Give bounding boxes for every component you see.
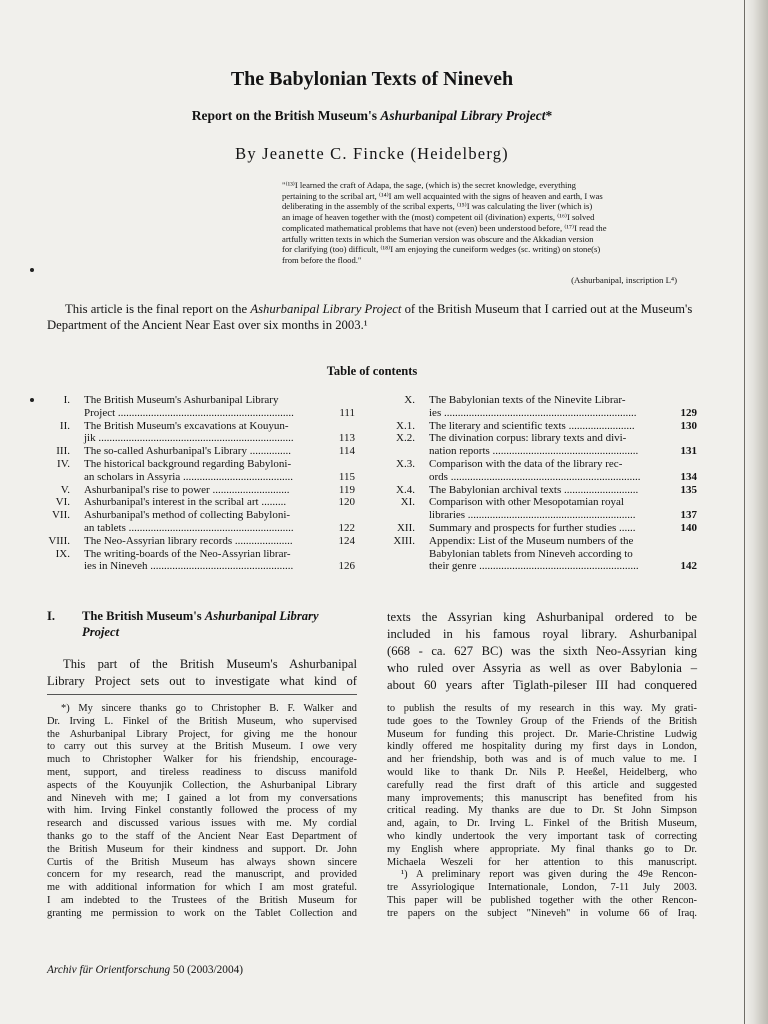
toc-entry-number: VII. (51, 509, 70, 522)
footnote-line: critical reading. My thanks are due to Dr. St John Simpson (387, 805, 697, 817)
footnote-line: many improvements; this manuscript has benefited from his (387, 792, 697, 804)
toc-entry (40, 394, 355, 420)
epigraph-line: for clarifying (too) difficult, ⁽¹⁸⁾I am enjoying the cuneiform wedges (sc. writing) on stone(s) (282, 244, 601, 255)
toc-entry (40, 509, 355, 535)
journal-footer (47, 964, 243, 976)
body-line: (668 - ca. 627 BC) was the sixth Neo-Assyrian king (387, 644, 697, 658)
footnote-line: thanks go to the staff of the Ancient Near East Department of (47, 830, 357, 842)
page-edge-line (744, 0, 745, 1024)
toc-entry-text: The Babylonian archival texts ........................... (429, 483, 639, 496)
section-heading-prefix: The British Museum's (82, 609, 205, 623)
footnote-line: granting me permission to work on the Tablet Collection and (47, 907, 357, 919)
toc-entry-text: The divination corpus: library texts and divi- (429, 432, 627, 445)
toc-entry (385, 458, 697, 484)
footnote-line: Michaela Weszeli for her attention to this manuscript. (387, 856, 697, 868)
toc-entry-text: The writing-boards of the Neo-Assyrian librar- (84, 547, 291, 560)
toc-title: Table of contents (326, 364, 418, 378)
toc-entry (40, 496, 355, 509)
epigraph-source: (Ashurbanipal, inscription L⁴) (571, 275, 677, 285)
toc-entry-page: 126 (338, 560, 355, 573)
section-number: I. (47, 609, 56, 623)
toc-entry-number: XI. (400, 496, 415, 509)
toc-entry-page: 131 (680, 445, 697, 458)
toc-entry-text: ords ..................................................................... (429, 470, 641, 483)
toc-entry-page: 119 (338, 483, 355, 496)
journal-name: Archiv für Orientforschung (47, 964, 171, 976)
intro-before: This article is the final report on the (65, 302, 251, 316)
section-heading-italic: Ashurbanipal Library (204, 609, 319, 623)
toc-entry (385, 484, 697, 497)
toc-entry-number: X.2. (396, 432, 415, 445)
epigraph-line: from before the flood." (282, 254, 362, 265)
body-line: This part of the British Museum's Ashurbanipal (63, 657, 357, 671)
toc-entry-page: 140 (680, 521, 697, 534)
toc-entry-number: X.4. (396, 483, 415, 496)
toc-entry-number: IV. (57, 457, 70, 470)
footnote-line: my English where appropriate. My final thanks go to Dr. (387, 843, 697, 855)
toc-entry-page: 135 (680, 483, 697, 496)
toc-entry-text: The British Museum's Ashurbanipal Library (84, 394, 279, 406)
footnote-line: Dr. Irving L. Finkel of the British Museum, who supervised (47, 715, 357, 727)
body-left-column (47, 656, 357, 690)
body-right-column (387, 609, 697, 694)
toc-entry-text: Summary and prospects for further studies ...... (429, 521, 636, 534)
toc-entry-text: The so-called Ashurbanipal's Library ............... (84, 445, 291, 458)
toc-entry (40, 548, 355, 574)
epigraph-line: artfully written texts in which the Sumerian version was obscure and the Akkadian version (282, 233, 594, 244)
toc-entry-number: III. (56, 445, 70, 458)
footnote-left-column (47, 703, 357, 921)
subtitle-suffix: * (545, 108, 553, 123)
toc-entry-text: Comparison with other Mesopotamian royal (429, 496, 624, 509)
toc-entry-page: 129 (680, 406, 697, 419)
footnote-line: kindly offered me hospitality during my first days in London, (387, 741, 697, 753)
page-edge (744, 0, 768, 1024)
toc-right-column (385, 394, 697, 573)
subtitle-italic: Ashurbanipal Library Project (380, 108, 546, 123)
toc-entry (385, 394, 697, 420)
footnote-line: ¹) A preliminary report was given during the 49e Rencon- (401, 869, 697, 881)
toc-entry-number: VIII. (48, 534, 70, 547)
toc-entry-page: 142 (680, 560, 697, 573)
footnote-line: the British Museum for their kindness and support. Dr. John (47, 843, 357, 855)
toc-entry-page: 130 (680, 419, 697, 432)
body-line: texts the Assyrian king Ashurbanipal ordered to be (387, 610, 697, 624)
toc-left-column (40, 394, 355, 573)
intro-paragraph (47, 301, 697, 333)
footnote-line: aspects of the Kouyunjik Collection, the Ashurbanipal Library (47, 779, 357, 791)
toc-entry (385, 496, 697, 522)
toc-entry-number: X.1. (396, 419, 415, 432)
toc-entry-number: VI. (55, 496, 70, 509)
footnote-line: with him. Irving Finkel constantly followed the process of my (47, 805, 357, 817)
section-heading-line2: Project (82, 625, 120, 639)
toc-entry-text: jik ....................................................................... (84, 432, 294, 445)
footnote-line: who kindly undertook the very important task of correcting (387, 830, 697, 842)
section-heading (47, 608, 357, 640)
toc-entry-text: The Neo-Assyrian library records ..................... (84, 534, 293, 547)
author-line: By Jeanette C. Fincke (Heidelberg) (235, 144, 509, 163)
epigraph-line: deliberating in the assembly of the scribal experts, ⁽¹⁵⁾I was calculating the liver (which is) (282, 201, 593, 212)
footnote-line: and, again, to Dr. Irving L. Finkel of the British Museum, (387, 818, 697, 830)
toc-entry-text: libraries ............................................................. (429, 509, 636, 522)
toc-entry-page: 134 (680, 470, 697, 483)
toc-entry-text: an tablets ............................................................ (84, 521, 294, 534)
toc-entry-text: nation reports ..................................................... (429, 445, 639, 458)
toc-entry-text: Babylonian tablets from Nineveh according to (429, 547, 633, 560)
footnote-line: Curtis of the British Museum has always shown sincere (47, 856, 357, 868)
intro-italic: Ashurbanipal Library Project (250, 302, 402, 316)
toc-entry-text: their genre .......................................................... (429, 560, 639, 573)
toc-entry-number: XIII. (393, 534, 415, 547)
toc-entry-text: Ashurbanipal's interest in the scribal art ......... (84, 496, 287, 509)
footnote-line: research and discussed various issues with me. My cordial (47, 818, 357, 830)
toc-entry-text: ies in Nineveh .................................................... (84, 560, 294, 573)
toc-entry (385, 535, 697, 573)
toc-entry-number: X.3. (396, 457, 415, 470)
footnote-line: concern for my research, read the manuscript, and provided (47, 869, 357, 881)
footnote-right-column (387, 703, 697, 921)
footnote-line: tre Assyriologique Internationale, London, 7-11 July 2003. (387, 882, 697, 894)
toc-entry-text: Comparison with the data of the library rec- (429, 457, 623, 470)
toc-entry-page: 111 (339, 406, 355, 419)
speck-mark (30, 398, 34, 402)
toc-entry (40, 420, 355, 446)
body-line: about 60 years after Tiglath-pileser III had conquered (387, 678, 697, 692)
toc-entry-text: The Babylonian texts of the Ninevite Librar- (429, 394, 626, 406)
footnote-line: This paper will be published together with the other Rencon- (387, 894, 697, 906)
toc-entry-number: XII. (396, 521, 415, 534)
epigraph-line: an image of heaven together with the (most) competent oil (divination) experts, ⁽¹⁶⁾I solved (282, 212, 595, 223)
footnote-line: to carry out this survey at the British Museum. I owe very (47, 741, 357, 753)
footnote-line: the Ashurbanipal Library Project, for giving me the honour (47, 728, 357, 740)
toc-entry-page: 124 (338, 534, 355, 547)
footnote-line: carefully read the first draft of this article and suggested (387, 779, 697, 791)
journal-volume: 50 (2003/2004) (170, 964, 244, 976)
toc-entry-text: The historical background regarding Babyloni- (84, 457, 292, 470)
toc-entry-page: 122 (338, 521, 355, 534)
toc-entry-page: 114 (338, 445, 355, 458)
toc-entry-text: The literary and scientific texts ........................ (429, 419, 635, 432)
toc-entry (40, 458, 355, 484)
toc-entry-number: V. (60, 483, 70, 496)
toc-entry-text: Appendix: List of the Museum numbers of the (429, 534, 634, 547)
toc-entry-text: Ashurbanipal's method of collecting Babyloni- (84, 509, 291, 522)
epigraph-line: pertaining to the scribal art, ⁽¹⁴⁾I am well acquainted with the signs of heaven and earth, I was (282, 190, 603, 201)
toc-entry-text: Project ................................................................ (84, 406, 294, 419)
body-line: Library Project sets out to investigate what kind of (47, 674, 357, 688)
body-line: included in his famous royal library. Ashurbanipal (387, 627, 697, 641)
toc-entry-number: II. (59, 419, 70, 432)
footnote-line: and Nineveh with me; I gained a lot from my conversations (47, 792, 357, 804)
footnote-line: tre papers on the subject "Nineveh" in volume 66 of Iraq. (387, 907, 697, 919)
footnote-rule (47, 694, 357, 695)
epigraph-line: complicated mathematical problems that have not (even) been understood before, ⁽¹⁷⁾I read the (282, 222, 607, 233)
toc-entry (40, 535, 355, 548)
epigraph (282, 180, 677, 266)
toc-entry (40, 445, 355, 458)
speck-mark (30, 268, 34, 272)
footnote-line: tude goes to the Townley Group of the Friends of the British (387, 715, 697, 727)
article-subtitle (0, 108, 744, 124)
footnote-line: *) My sincere thanks go to Christopher B. F. Walker and (61, 703, 357, 714)
toc-entry-number: X. (404, 394, 415, 406)
epigraph-line: "⁽¹³⁾I learned the craft of Adapa, the sage, (which is) the secret knowledge, everything (282, 180, 576, 190)
intro-after: of the British Museum that I carried out at the Museum's Department of the Ancient Near East over six months in 2003.¹ (47, 302, 693, 332)
toc-entry-page: 115 (338, 470, 355, 483)
toc-entry (40, 484, 355, 497)
toc-entry-page: 113 (338, 432, 355, 445)
toc-entry (385, 420, 697, 433)
footnote-line: to publish the results of my research in this way. My grati- (387, 703, 697, 714)
toc-entry (385, 522, 697, 535)
toc-entry-text: Ashurbanipal's rise to power ............................ (84, 483, 290, 496)
toc-entry-number: I. (63, 394, 70, 406)
toc-entry-text: an scholars in Assyria ........................................ (84, 470, 293, 483)
footnote-line: I am indebted to the Trustees of the British Museum for (47, 894, 357, 906)
toc-entry-number: IX. (55, 547, 70, 560)
toc-entry-page: 120 (338, 496, 355, 509)
footnote-line: much to Christopher Walker for his friendship, encourage- (47, 754, 357, 766)
article-title: The Babylonian Texts of Nineveh (230, 68, 514, 90)
body-line: who ruled over Assyria as well as over Babylonia – (387, 661, 697, 675)
footnote-line: would like to thank Dr. Nils P. Heeßel, Heidelberg, who (387, 766, 697, 778)
toc-entry-page: 137 (680, 509, 697, 522)
footnote-line: ment, support, and tireless readiness to discuss manifold (47, 766, 357, 778)
footnote-line: me with additional information for which I am most grateful. (47, 882, 357, 894)
toc-entry-text: The British Museum's excavations at Kouyun- (84, 419, 289, 432)
toc-entry-text: ies ...................................................................... (429, 406, 637, 419)
subtitle-prefix: Report on the British Museum's (191, 108, 381, 123)
footnote-line: Museum for funding this project. Dr. Marie-Christine Ludwig (387, 728, 697, 740)
footnote-line: and her friendship, both was and is of much value to me. I (387, 754, 697, 766)
toc-entry (385, 432, 697, 458)
